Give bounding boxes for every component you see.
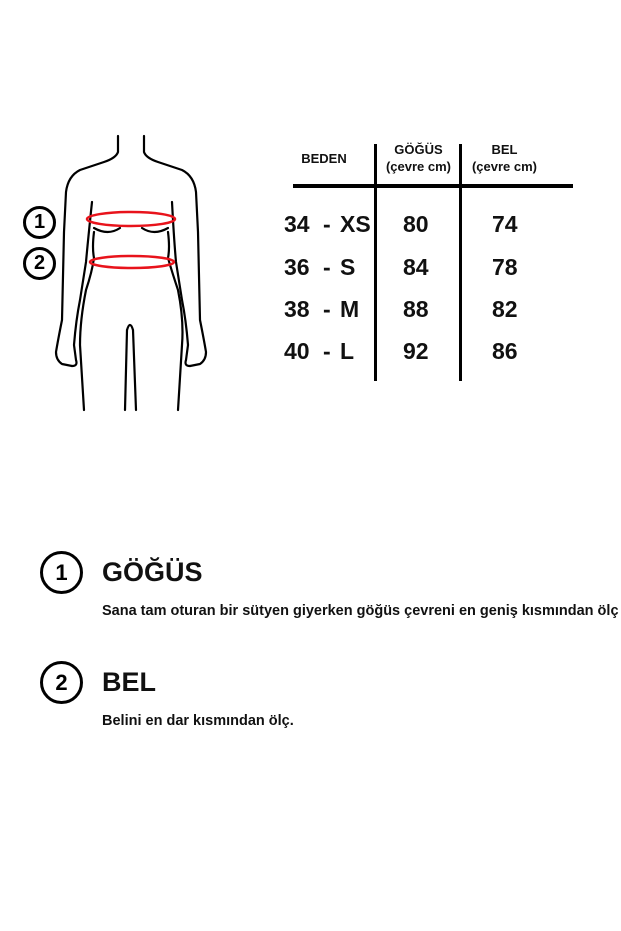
marker-1-icon [23, 206, 56, 239]
size-letter: L [340, 338, 355, 364]
section-description: Belini en dar kısmından ölç. [102, 713, 294, 729]
section-title: GÖĞÜS [102, 557, 203, 587]
section-description: Sana tam oturan bir sütyen giyerken göğüs çevreni en geniş kısmından ölç [102, 603, 619, 619]
marker-2-icon [23, 247, 56, 280]
column-divider-1 [374, 144, 377, 381]
section-marker-label: 1 [55, 559, 68, 585]
chest-value: 84 [403, 254, 429, 280]
waist-value: 86 [492, 338, 518, 364]
size-dash: - [323, 211, 331, 237]
size-dash: - [323, 296, 331, 322]
header-waist-label: BEL [491, 142, 518, 157]
waist-value: 78 [492, 254, 518, 280]
waist-measure-line [90, 256, 174, 268]
marker-1-icon [40, 551, 83, 594]
size-number: 34 [284, 211, 310, 237]
size-letter: XS [340, 211, 371, 237]
waist-value: 74 [492, 211, 518, 237]
header-size: BEDEN [301, 151, 347, 166]
header-waist-unit: (çevre cm) [471, 159, 538, 174]
marker-2-icon [40, 661, 83, 704]
section-marker-label: 2 [55, 669, 68, 695]
waist-value: 82 [492, 296, 518, 322]
header-chest [376, 141, 461, 175]
size-dash: - [323, 254, 331, 280]
size-number: 38 [284, 296, 310, 322]
size-number: 36 [284, 254, 310, 280]
size-letter: M [340, 296, 360, 322]
size-dash: - [323, 338, 331, 364]
header-chest-unit: (çevre cm) [385, 159, 452, 174]
header-chest-label: GÖĞÜS [394, 142, 443, 157]
marker-1-label: 1 [33, 211, 46, 233]
chest-value: 88 [403, 296, 429, 322]
section-title: BEL [102, 667, 156, 697]
column-divider-2 [459, 144, 462, 381]
chest-value: 92 [403, 338, 429, 364]
marker-2-label: 2 [33, 252, 46, 274]
header-divider [293, 184, 573, 188]
size-number: 40 [284, 338, 310, 364]
header-waist [462, 141, 547, 175]
size-letter: S [340, 254, 356, 280]
chest-value: 80 [403, 211, 429, 237]
chest-measure-line [87, 212, 175, 226]
